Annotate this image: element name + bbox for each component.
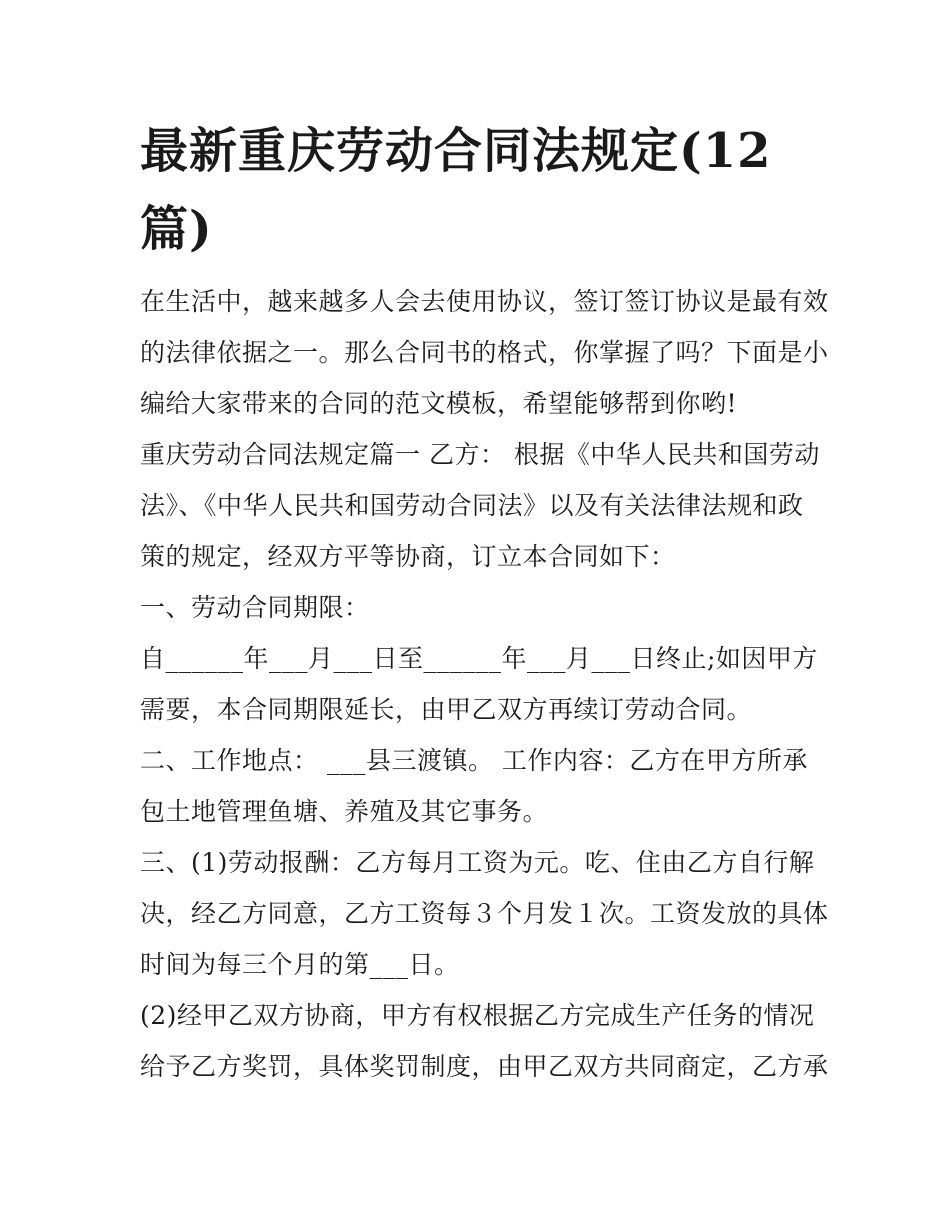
contract-preamble-line: 重庆劳动合同法规定篇一 乙方： 根据《中华人民共和国劳动 xyxy=(140,440,820,469)
contract-term-line: 自______年___月___日至______年___月___日终止;如因甲方 xyxy=(140,644,818,673)
intro-line: 在生活中，越来越多人会去使用协议，签订签订协议是最有效 xyxy=(140,287,829,316)
section-heading: 一、劳动合同期限： xyxy=(140,593,370,622)
contract-term-line: 需要，本合同期限延长，由甲乙双方再续订劳动合同。 xyxy=(140,695,753,724)
contract-preamble-line: 法》、《中华人民共和国劳动合同法》以及有关法律法规和政 xyxy=(140,491,804,520)
title-line: 最新重庆劳动合同法规定(12 xyxy=(140,123,772,179)
document-body xyxy=(140,276,829,1092)
reward-penalty-line: 给予乙方奖罚，具体奖罚制度，由甲乙双方共同商定，乙方承 xyxy=(140,1052,829,1081)
intro-line: 的法律依据之一。那么合同书的格式，你掌握了吗？下面是小 xyxy=(140,338,829,367)
remuneration-line: 时间为每三个月的第___日。 xyxy=(140,950,460,979)
document-title xyxy=(140,112,820,268)
reward-penalty-line: (2)经甲乙双方协商，甲方有权根据乙方完成生产任务的情况 xyxy=(140,1001,815,1030)
work-location-line: 二、工作地点： ___县三渡镇。 工作内容：乙方在甲方所承 xyxy=(140,746,808,775)
contract-preamble-line: 策的规定，经双方平等协商，订立本合同如下： xyxy=(140,542,676,571)
remuneration-line: 决，经乙方同意，乙方工资每３个月发１次。工资发放的具体 xyxy=(140,899,829,928)
title-line: 篇) xyxy=(140,201,213,257)
remuneration-line: 三、(1)劳动报酬：乙方每月工资为元。吃、住由乙方自行解 xyxy=(140,848,815,877)
work-location-line: 包土地管理鱼塘、养殖及其它事务。 xyxy=(140,797,549,826)
intro-line: 编给大家带来的合同的范文模板，希望能够帮到你哟! xyxy=(140,389,738,418)
